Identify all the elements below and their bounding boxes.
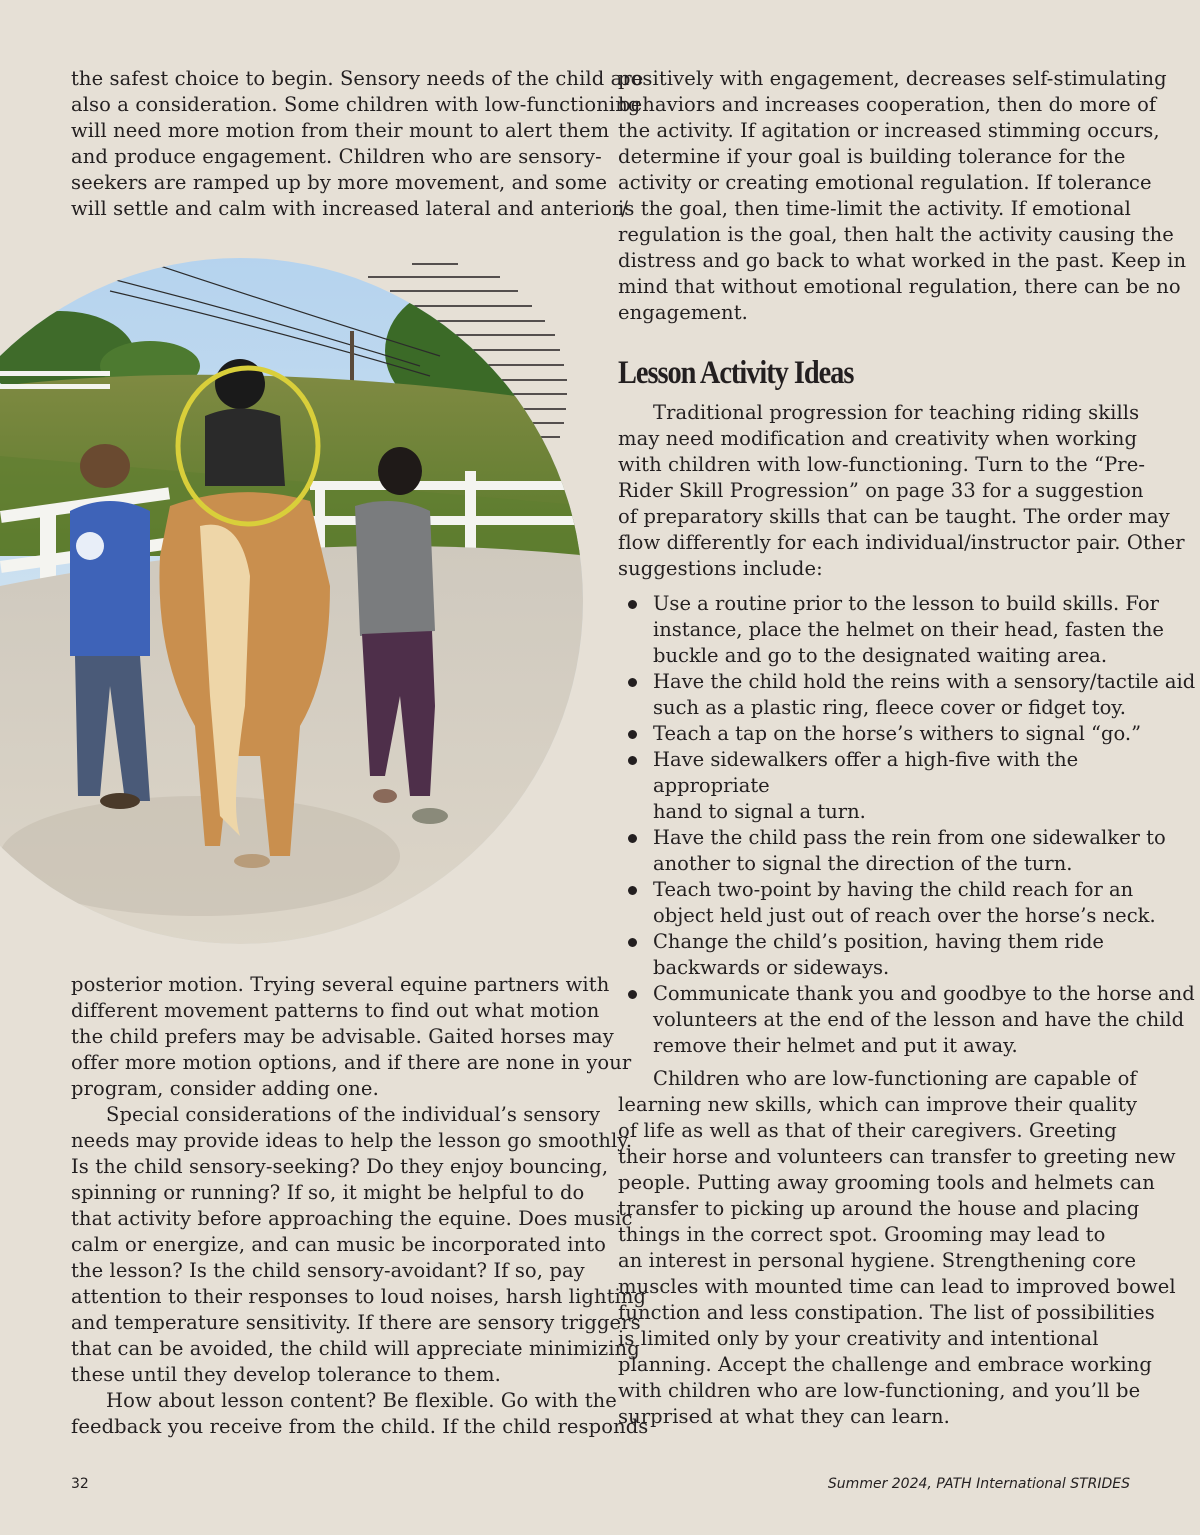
text-line: will settle and calm with increased lateral and anterior/ — [71, 197, 629, 220]
text-line: needs may provide ideas to help the lesson go smoothly. — [71, 1129, 633, 1152]
list-item-text: Have the child hold the reins with a sensory/tactile aid such as a plastic ring, fleece cover or fidget toy. — [653, 670, 1196, 719]
text-line: attention to their responses to loud noises, harsh lighting — [71, 1285, 647, 1308]
text-line: and produce engagement. Children who are sensory- — [71, 145, 602, 168]
riding-lesson-photo — [0, 256, 590, 951]
bullet-icon — [628, 834, 637, 843]
text-line: program, consider adding one. — [71, 1077, 379, 1100]
text-line: different movement patterns to find out what motion — [71, 999, 600, 1022]
list-item — [618, 591, 1200, 669]
text-line: seekers are ramped up by more movement, and some — [71, 171, 608, 194]
list-item — [618, 929, 1200, 981]
page-number: 32 — [71, 1476, 89, 1492]
text-line: planning. Accept the challenge and embrace working — [618, 1353, 1152, 1376]
text-line: is limited only by your creativity and intentional — [618, 1327, 1099, 1350]
text-line: Children who are low-functioning are capable of — [653, 1067, 1137, 1090]
text-line: How about lesson content? Be flexible. Go with the — [106, 1389, 617, 1412]
text-line: regulation is the goal, then halt the activity causing the — [618, 223, 1174, 246]
text-line: flow differently for each individual/instructor pair. Other — [618, 531, 1185, 554]
text-line: offer more motion options, and if there are none in your — [71, 1051, 632, 1074]
list-item — [618, 981, 1200, 1059]
text-line: calm or energize, and can music be incorporated into — [71, 1233, 607, 1256]
text-line: and temperature sensitivity. If there are sensory triggers — [71, 1311, 641, 1334]
text-line: the activity. If agitation or increased stimming occurs, — [618, 119, 1160, 142]
text-line: that activity before approaching the equine. Does music — [71, 1207, 633, 1230]
text-line: engagement. — [618, 301, 748, 324]
text-line: transfer to picking up around the house and placing — [618, 1197, 1140, 1220]
list-item-text: Use a routine prior to the lesson to build skills. For instance, place the helmet on their head, fasten the buckle and go to the designated waiting area. — [653, 592, 1164, 667]
text-line: Rider Skill Progression” on page 33 for a suggestion — [618, 479, 1144, 502]
text-line: function and less constipation. The list of possibilities — [618, 1301, 1155, 1324]
text-line: of life as well as that of their caregivers. Greeting — [618, 1119, 1117, 1142]
text-line: distress and go back to what worked in the past. Keep in — [618, 249, 1187, 272]
text-line: determine if your goal is building tolerance for the — [618, 145, 1126, 168]
text-line: people. Putting away grooming tools and helmets can — [618, 1171, 1155, 1194]
text-line: their horse and volunteers can transfer to greeting new — [618, 1145, 1176, 1168]
list-item — [618, 825, 1200, 877]
list-item — [618, 877, 1200, 929]
text-line: with children who are low-functioning, and you’ll be — [618, 1379, 1141, 1402]
text-line: mind that without emotional regulation, there can be no — [618, 275, 1181, 298]
text-line: things in the correct spot. Grooming may lead to — [618, 1223, 1106, 1246]
text-line: Is the child sensory-seeking? Do they enjoy bouncing, — [71, 1155, 609, 1178]
text-line: may need modification and creativity when working — [618, 427, 1138, 450]
bullet-icon — [628, 600, 637, 609]
text-line: the safest choice to begin. Sensory needs of the child are — [71, 67, 644, 90]
publication-footer: Summer 2024, PATH International STRIDES — [827, 1476, 1130, 1492]
text-line: is the goal, then time-limit the activity. If emotional — [618, 197, 1131, 220]
text-line: posterior motion. Trying several equine partners with — [71, 973, 610, 996]
bullet-icon — [628, 886, 637, 895]
bullet-icon — [628, 756, 637, 765]
text-line: an interest in personal hygiene. Strengthening core — [618, 1249, 1137, 1272]
text-line: also a consideration. Some children with low-functioning — [71, 93, 641, 116]
text-line: muscles with mounted time can lead to improved bowel — [618, 1275, 1176, 1298]
text-line: the child prefers may be advisable. Gaited horses may — [71, 1025, 614, 1048]
text-line: the lesson? Is the child sensory-avoidant? If so, pay — [71, 1259, 585, 1282]
text-line: surprised at what they can learn. — [618, 1405, 950, 1428]
text-line: learning new skills, which can improve their quality — [618, 1093, 1138, 1116]
list-item-text: Have the child pass the rein from one sidewalker to another to signal the direction of the turn. — [653, 826, 1166, 875]
bullet-icon — [628, 938, 637, 947]
text-line: spinning or running? If so, it might be helpful to do — [71, 1181, 585, 1204]
text-line: positively with engagement, decreases self-stimulating — [618, 67, 1167, 90]
intro-paragraph — [618, 400, 1185, 582]
left-column-top-text — [71, 66, 643, 222]
activity-ideas-list — [618, 591, 1200, 1059]
text-line: activity or creating emotional regulation. If tolerance — [618, 171, 1152, 194]
text-line: feedback you receive from the child. If the child responds — [71, 1415, 649, 1438]
list-item-text: Teach two-point by having the child reach for an object held just out of reach over the horse’s neck. — [653, 878, 1156, 927]
text-line: of preparatory skills that can be taught. The order may — [618, 505, 1170, 528]
text-line: that can be avoided, the child will appreciate minimizing — [71, 1337, 640, 1360]
bullet-icon — [628, 678, 637, 687]
text-line: with children with low-functioning. Turn to the “Pre- — [618, 453, 1146, 476]
list-item-text: Communicate thank you and goodbye to the horse and volunteers at the end of the lesson and have the child remove their helmet and put it away. — [653, 982, 1195, 1057]
list-item-text: Have sidewalkers offer a high-five with the appropriate hand to signal a turn. — [653, 748, 1079, 823]
list-item — [618, 669, 1200, 721]
bullet-icon — [628, 990, 637, 999]
right-column-top-text — [618, 66, 1186, 326]
text-line: behaviors and increases cooperation, then do more of — [618, 93, 1157, 116]
text-line: Special considerations of the individual’s sensory — [106, 1103, 601, 1126]
text-line: Traditional progression for teaching riding skills — [653, 401, 1140, 424]
text-line: these until they develop tolerance to them. — [71, 1363, 501, 1386]
text-line: will need more motion from their mount to alert them — [71, 119, 610, 142]
section-heading: Lesson Activity Ideas — [618, 355, 854, 391]
list-item-text: Change the child’s position, having them ride backwards or sideways. — [653, 930, 1104, 979]
text-line: suggestions include: — [618, 557, 823, 580]
list-item-text: Teach a tap on the horse’s withers to signal “go.” — [653, 722, 1142, 745]
right-column-bottom-text — [618, 1066, 1176, 1430]
list-item — [618, 747, 1200, 825]
left-column-bottom-text — [71, 972, 648, 1440]
list-item — [618, 721, 1200, 747]
bullet-icon — [628, 730, 637, 739]
